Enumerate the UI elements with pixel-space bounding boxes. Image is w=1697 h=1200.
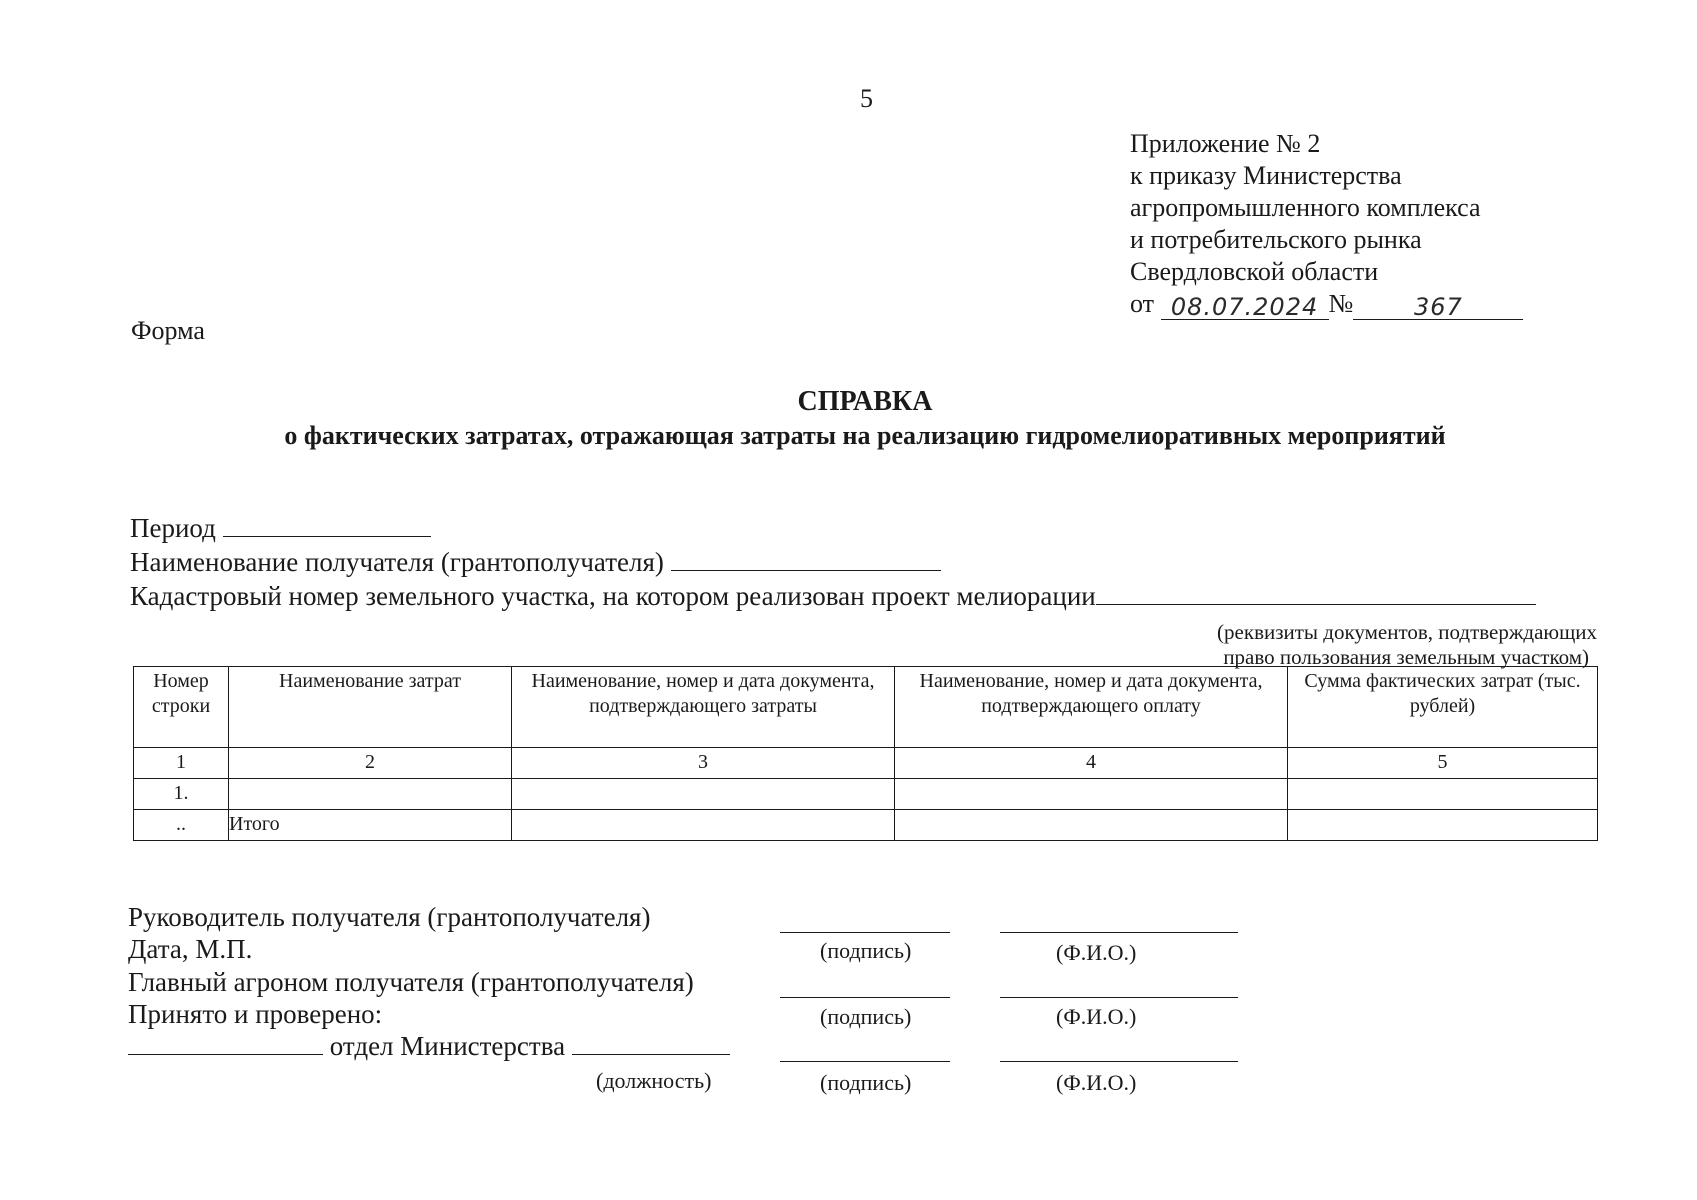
appendix-line: агропромышленного комплекса (1130, 193, 1481, 222)
table-cell (1288, 779, 1598, 810)
accepted-label: Принято и проверено: (128, 999, 383, 1029)
appendix-line: Приложение № 2 (1130, 129, 1321, 158)
table-cell: .. (134, 810, 229, 841)
appendix-line: к приказу Министерства (1130, 161, 1402, 190)
table-cell (512, 810, 895, 841)
position-caption: (должность) (596, 1068, 712, 1093)
column-number: 1 (134, 748, 229, 779)
order-prefix: от (1130, 289, 1155, 318)
recipient-blank (671, 546, 941, 571)
table-cell (1288, 810, 1598, 841)
recipient-field (130, 546, 941, 578)
column-number: 3 (512, 748, 895, 779)
agronomist-label: Главный агроном получателя (грантополучателя) (128, 967, 694, 997)
signature-caption: (подпись) (820, 1070, 912, 1095)
table-cell (512, 779, 895, 810)
table-header-row (134, 667, 1598, 748)
header-actual-sum: Сумма фактических затрат (тыс. рублей) (1288, 667, 1598, 748)
name-caption: (Ф.И.О.) (1056, 940, 1137, 965)
column-number: 2 (229, 748, 512, 779)
head-name-line (1000, 932, 1238, 933)
table-column-numbers (134, 748, 1598, 779)
appendix-line: Свердловской области (1130, 257, 1379, 286)
cadastral-blank (1096, 580, 1536, 605)
recipient-label: Наименование получателя (грантополучателя) (130, 547, 664, 577)
header-payment-document: Наименование, номер и дата документа, подтверждающего оплату (895, 667, 1288, 748)
appendix-line: и потребительского рынка (1130, 225, 1422, 254)
total-label-cell: Итого (229, 810, 512, 841)
date-stamp-label: Дата, М.П. (128, 934, 253, 964)
department-name-line (1000, 1061, 1238, 1062)
department-blank (128, 1032, 323, 1055)
name-caption: (Ф.И.О.) (1056, 1004, 1137, 1029)
table-row-total (134, 810, 1598, 841)
table-cell (229, 779, 512, 810)
appendix-block (1130, 128, 1523, 320)
header-row-number: Номер строки (134, 667, 229, 748)
signature-caption: (подпись) (820, 938, 912, 963)
period-field (130, 512, 431, 544)
head-signatory-label: Руководитель получателя (грантополучателя) (128, 902, 651, 932)
period-blank (223, 512, 431, 537)
costs-table (133, 666, 1598, 841)
form-label: Форма (131, 316, 205, 345)
period-label: Период (130, 513, 216, 543)
department-signature-line (780, 1061, 950, 1062)
order-number: 367 (1353, 291, 1523, 320)
order-date: 08.07.2024 (1161, 291, 1329, 320)
cadastral-label: Кадастровый номер земельного участка, на котором реализован проект мелиорации (130, 581, 1096, 611)
department-label: отдел Министерства (329, 1031, 566, 1061)
head-signature-line (780, 932, 950, 933)
header-cost-name: Наименование затрат (229, 667, 512, 748)
position-blank (572, 1032, 730, 1055)
agronomist-signature-line (780, 997, 950, 998)
cadastral-note-line2: право пользования земельным участком) (1223, 645, 1589, 669)
document-title: СПРАВКА (797, 386, 933, 417)
order-line (1130, 288, 1523, 320)
table-cell (895, 810, 1288, 841)
cadastral-field (130, 580, 1536, 612)
page-number: 5 (860, 84, 873, 113)
cadastral-note-line1: (реквизиты документов, подтверждающих (1217, 620, 1597, 644)
table-cell: 1. (134, 779, 229, 810)
signature-caption: (подпись) (820, 1004, 912, 1029)
column-number: 5 (1288, 748, 1598, 779)
header-cost-document: Наименование, номер и дата документа, подтверждающего затраты (512, 667, 895, 748)
table-row (134, 779, 1598, 810)
agronomist-name-line (1000, 997, 1238, 998)
name-caption: (Ф.И.О.) (1056, 1070, 1137, 1095)
table-cell (895, 779, 1288, 810)
department-line (128, 1031, 730, 1062)
document-subtitle: о фактических затратах, отражающая затраты на реализацию гидромелиоративных мероприятий (284, 421, 1446, 450)
order-number-label: № (1328, 289, 1354, 318)
column-number: 4 (895, 748, 1288, 779)
